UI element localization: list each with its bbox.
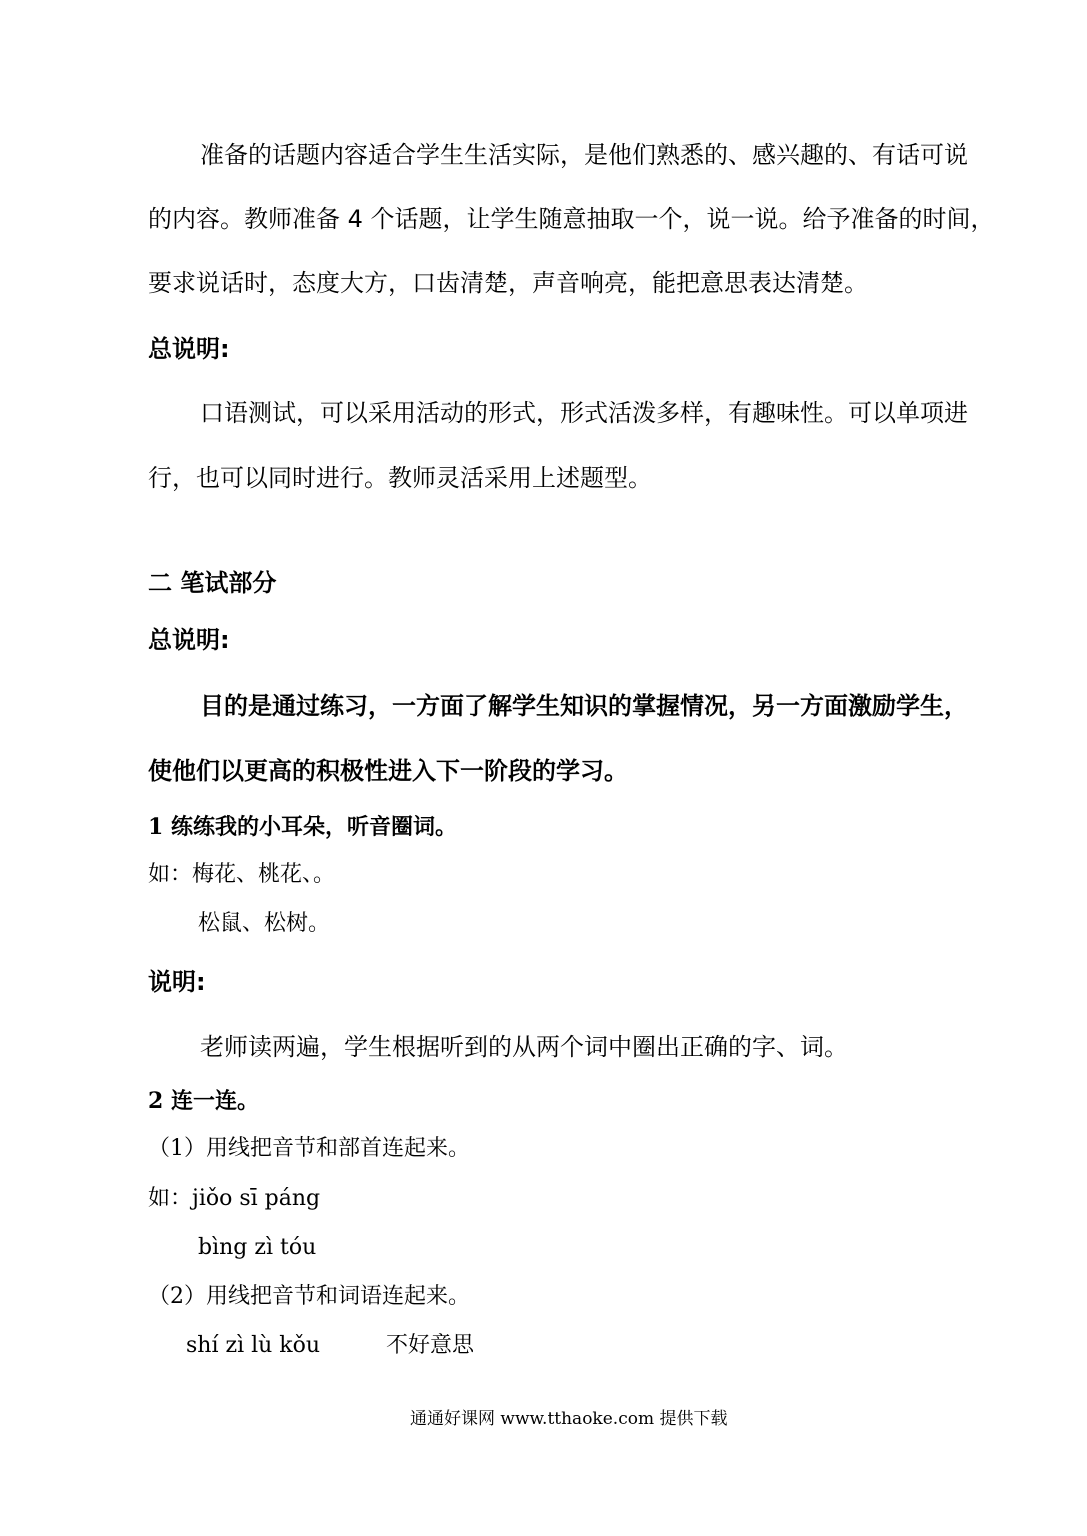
- question-2-sub-1: （1）用线把音节和部首连起来。: [148, 1136, 470, 1161]
- question-1-example-2: 松鼠、松树。: [198, 911, 331, 936]
- question-1-note-heading: 说明:: [148, 968, 206, 996]
- paragraph-3-line-2: 使他们以更高的积极性进入下一阶段的学习。: [148, 757, 628, 785]
- question-2-example-3-word: 不好意思: [386, 1333, 475, 1358]
- question-2-example-3-pinyin: shí zì lù kǒu: [186, 1333, 321, 1358]
- question-2-example-1: 如：jiǒo sī páng: [148, 1186, 321, 1211]
- summary-heading-1: 总说明:: [148, 335, 230, 363]
- paragraph-3-line-1: 目的是通过练习，一方面了解学生知识的掌握情况，另一方面激励学生，: [200, 692, 968, 720]
- summary-heading-2: 总说明:: [148, 626, 230, 654]
- question-2-sub-2: （2）用线把音节和词语连起来。: [148, 1284, 470, 1309]
- paragraph-2-line-1: 口语测试，可以采用活动的形式，形式活泼多样，有趣味性。可以单项进: [200, 399, 968, 427]
- page-footer: 通通好课网 www.tthaoke.com 提供下载: [410, 1409, 728, 1429]
- paragraph-1-line-3: 要求说话时，态度大方，口齿清楚，声音响亮，能把意思表达清楚。: [148, 269, 868, 297]
- paragraph-1-line-1: 准备的话题内容适合学生生活实际，是他们熟悉的、感兴趣的、有话可说: [200, 141, 968, 169]
- question-2-example-2: bìng zì tóu: [198, 1235, 317, 1260]
- paragraph-2-line-2: 行，也可以同时进行。教师灵活采用上述题型。: [148, 464, 652, 492]
- question-1-note: 老师读两遍，学生根据听到的从两个词中圈出正确的字、词。: [200, 1033, 848, 1061]
- question-1-example-1: 如：梅花、桃花、。: [148, 862, 336, 887]
- question-2-title: 2 连一连。: [148, 1088, 259, 1114]
- question-1-title: 1 练练我的小耳朵，听音圈词。: [148, 814, 457, 840]
- paragraph-1-line-2: 的内容。教师准备 4 个话题，让学生随意抽取一个，说一说。给予准备的时间，: [148, 205, 995, 233]
- section-heading-written: 二 笔试部分: [148, 569, 277, 597]
